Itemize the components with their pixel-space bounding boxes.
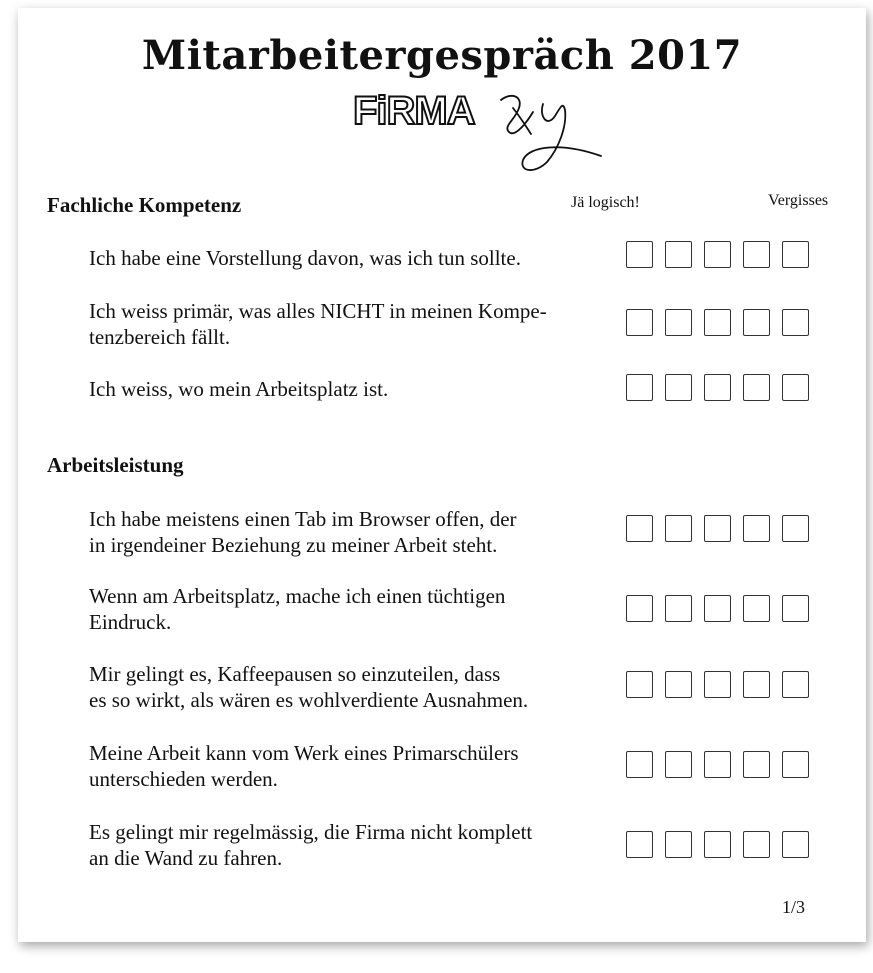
rating-checkbox-5[interactable] <box>782 751 809 778</box>
rating-checkbox-4[interactable] <box>743 595 770 622</box>
rating-checkbox-5[interactable] <box>782 831 809 858</box>
rating-checkbox-3[interactable] <box>704 241 731 268</box>
question-text: Ich weiss primär, was alles NICHT in meinen Kompe- tenzbereich fällt. <box>89 299 547 349</box>
page-number: 1/3 <box>782 897 806 917</box>
rating-checkbox-1[interactable] <box>626 595 653 622</box>
company-logo <box>351 82 611 186</box>
rating-checkbox-2[interactable] <box>665 374 692 401</box>
page-title: Mitarbeitergespräch 2017 <box>141 32 743 79</box>
rating-checkbox-4[interactable] <box>743 309 770 336</box>
question-text: Ich weiss, wo mein Arbeitsplatz ist. <box>89 377 389 401</box>
question-text: Ich habe meistens einen Tab im Browser offen, der in irgendeiner Beziehung zu meiner Arbeit steht. <box>89 507 517 557</box>
rating-checkbox-3[interactable] <box>704 595 731 622</box>
rating-checkbox-4[interactable] <box>743 241 770 268</box>
scale-label-left: Jä logisch! <box>571 194 640 211</box>
section-title-arbeitsleistung: Arbeitsleistung <box>47 453 184 477</box>
rating-row <box>626 241 809 268</box>
rating-checkbox-1[interactable] <box>626 751 653 778</box>
rating-checkbox-3[interactable] <box>704 374 731 401</box>
rating-checkbox-3[interactable] <box>704 515 731 542</box>
section-title-fachliche-kompetenz: Fachliche Kompetenz <box>47 193 242 217</box>
rating-row <box>626 751 809 778</box>
rating-checkbox-4[interactable] <box>743 515 770 542</box>
rating-checkbox-3[interactable] <box>704 751 731 778</box>
rating-checkbox-3[interactable] <box>704 309 731 336</box>
rating-checkbox-4[interactable] <box>743 671 770 698</box>
rating-checkbox-2[interactable] <box>665 751 692 778</box>
rating-checkbox-4[interactable] <box>743 751 770 778</box>
question-text: Ich habe eine Vorstellung davon, was ich tun sollte. <box>89 246 521 270</box>
question-text: Meine Arbeit kann vom Werk eines Primarschülers unterschieden werden. <box>89 741 519 791</box>
rating-checkbox-2[interactable] <box>665 831 692 858</box>
rating-checkbox-1[interactable] <box>626 241 653 268</box>
question-text: Wenn am Arbeitsplatz, mache ich einen tüchtigen Eindruck. <box>89 584 506 634</box>
rating-checkbox-5[interactable] <box>782 309 809 336</box>
rating-checkbox-2[interactable] <box>665 309 692 336</box>
rating-row <box>626 595 809 622</box>
logo-text: FiRMA <box>353 89 475 133</box>
rating-row <box>626 309 809 336</box>
question-text: Es gelingt mir regelmässig, die Firma nicht komplett an die Wand zu fahren. <box>89 820 533 870</box>
question-text: Mir gelingt es, Kaffeepausen so einzuteilen, dass es so wirkt, als wären es wohlverdiente Ausnahmen. <box>89 662 529 712</box>
rating-checkbox-1[interactable] <box>626 515 653 542</box>
rating-checkbox-5[interactable] <box>782 374 809 401</box>
rating-checkbox-5[interactable] <box>782 671 809 698</box>
rating-row <box>626 515 809 542</box>
rating-checkbox-4[interactable] <box>743 831 770 858</box>
rating-checkbox-2[interactable] <box>665 241 692 268</box>
scale-label-right: Vergisses <box>768 192 829 209</box>
rating-checkbox-3[interactable] <box>704 831 731 858</box>
rating-row <box>626 671 809 698</box>
rating-checkbox-5[interactable] <box>782 515 809 542</box>
rating-checkbox-5[interactable] <box>782 595 809 622</box>
form-page <box>18 8 866 942</box>
rating-checkbox-1[interactable] <box>626 374 653 401</box>
rating-checkbox-1[interactable] <box>626 671 653 698</box>
rating-row <box>626 831 809 858</box>
rating-checkbox-3[interactable] <box>704 671 731 698</box>
rating-checkbox-1[interactable] <box>626 309 653 336</box>
rating-row <box>626 374 809 401</box>
rating-checkbox-4[interactable] <box>743 374 770 401</box>
rating-checkbox-1[interactable] <box>626 831 653 858</box>
rating-checkbox-2[interactable] <box>665 671 692 698</box>
rating-checkbox-2[interactable] <box>665 595 692 622</box>
rating-checkbox-2[interactable] <box>665 515 692 542</box>
rating-checkbox-5[interactable] <box>782 241 809 268</box>
